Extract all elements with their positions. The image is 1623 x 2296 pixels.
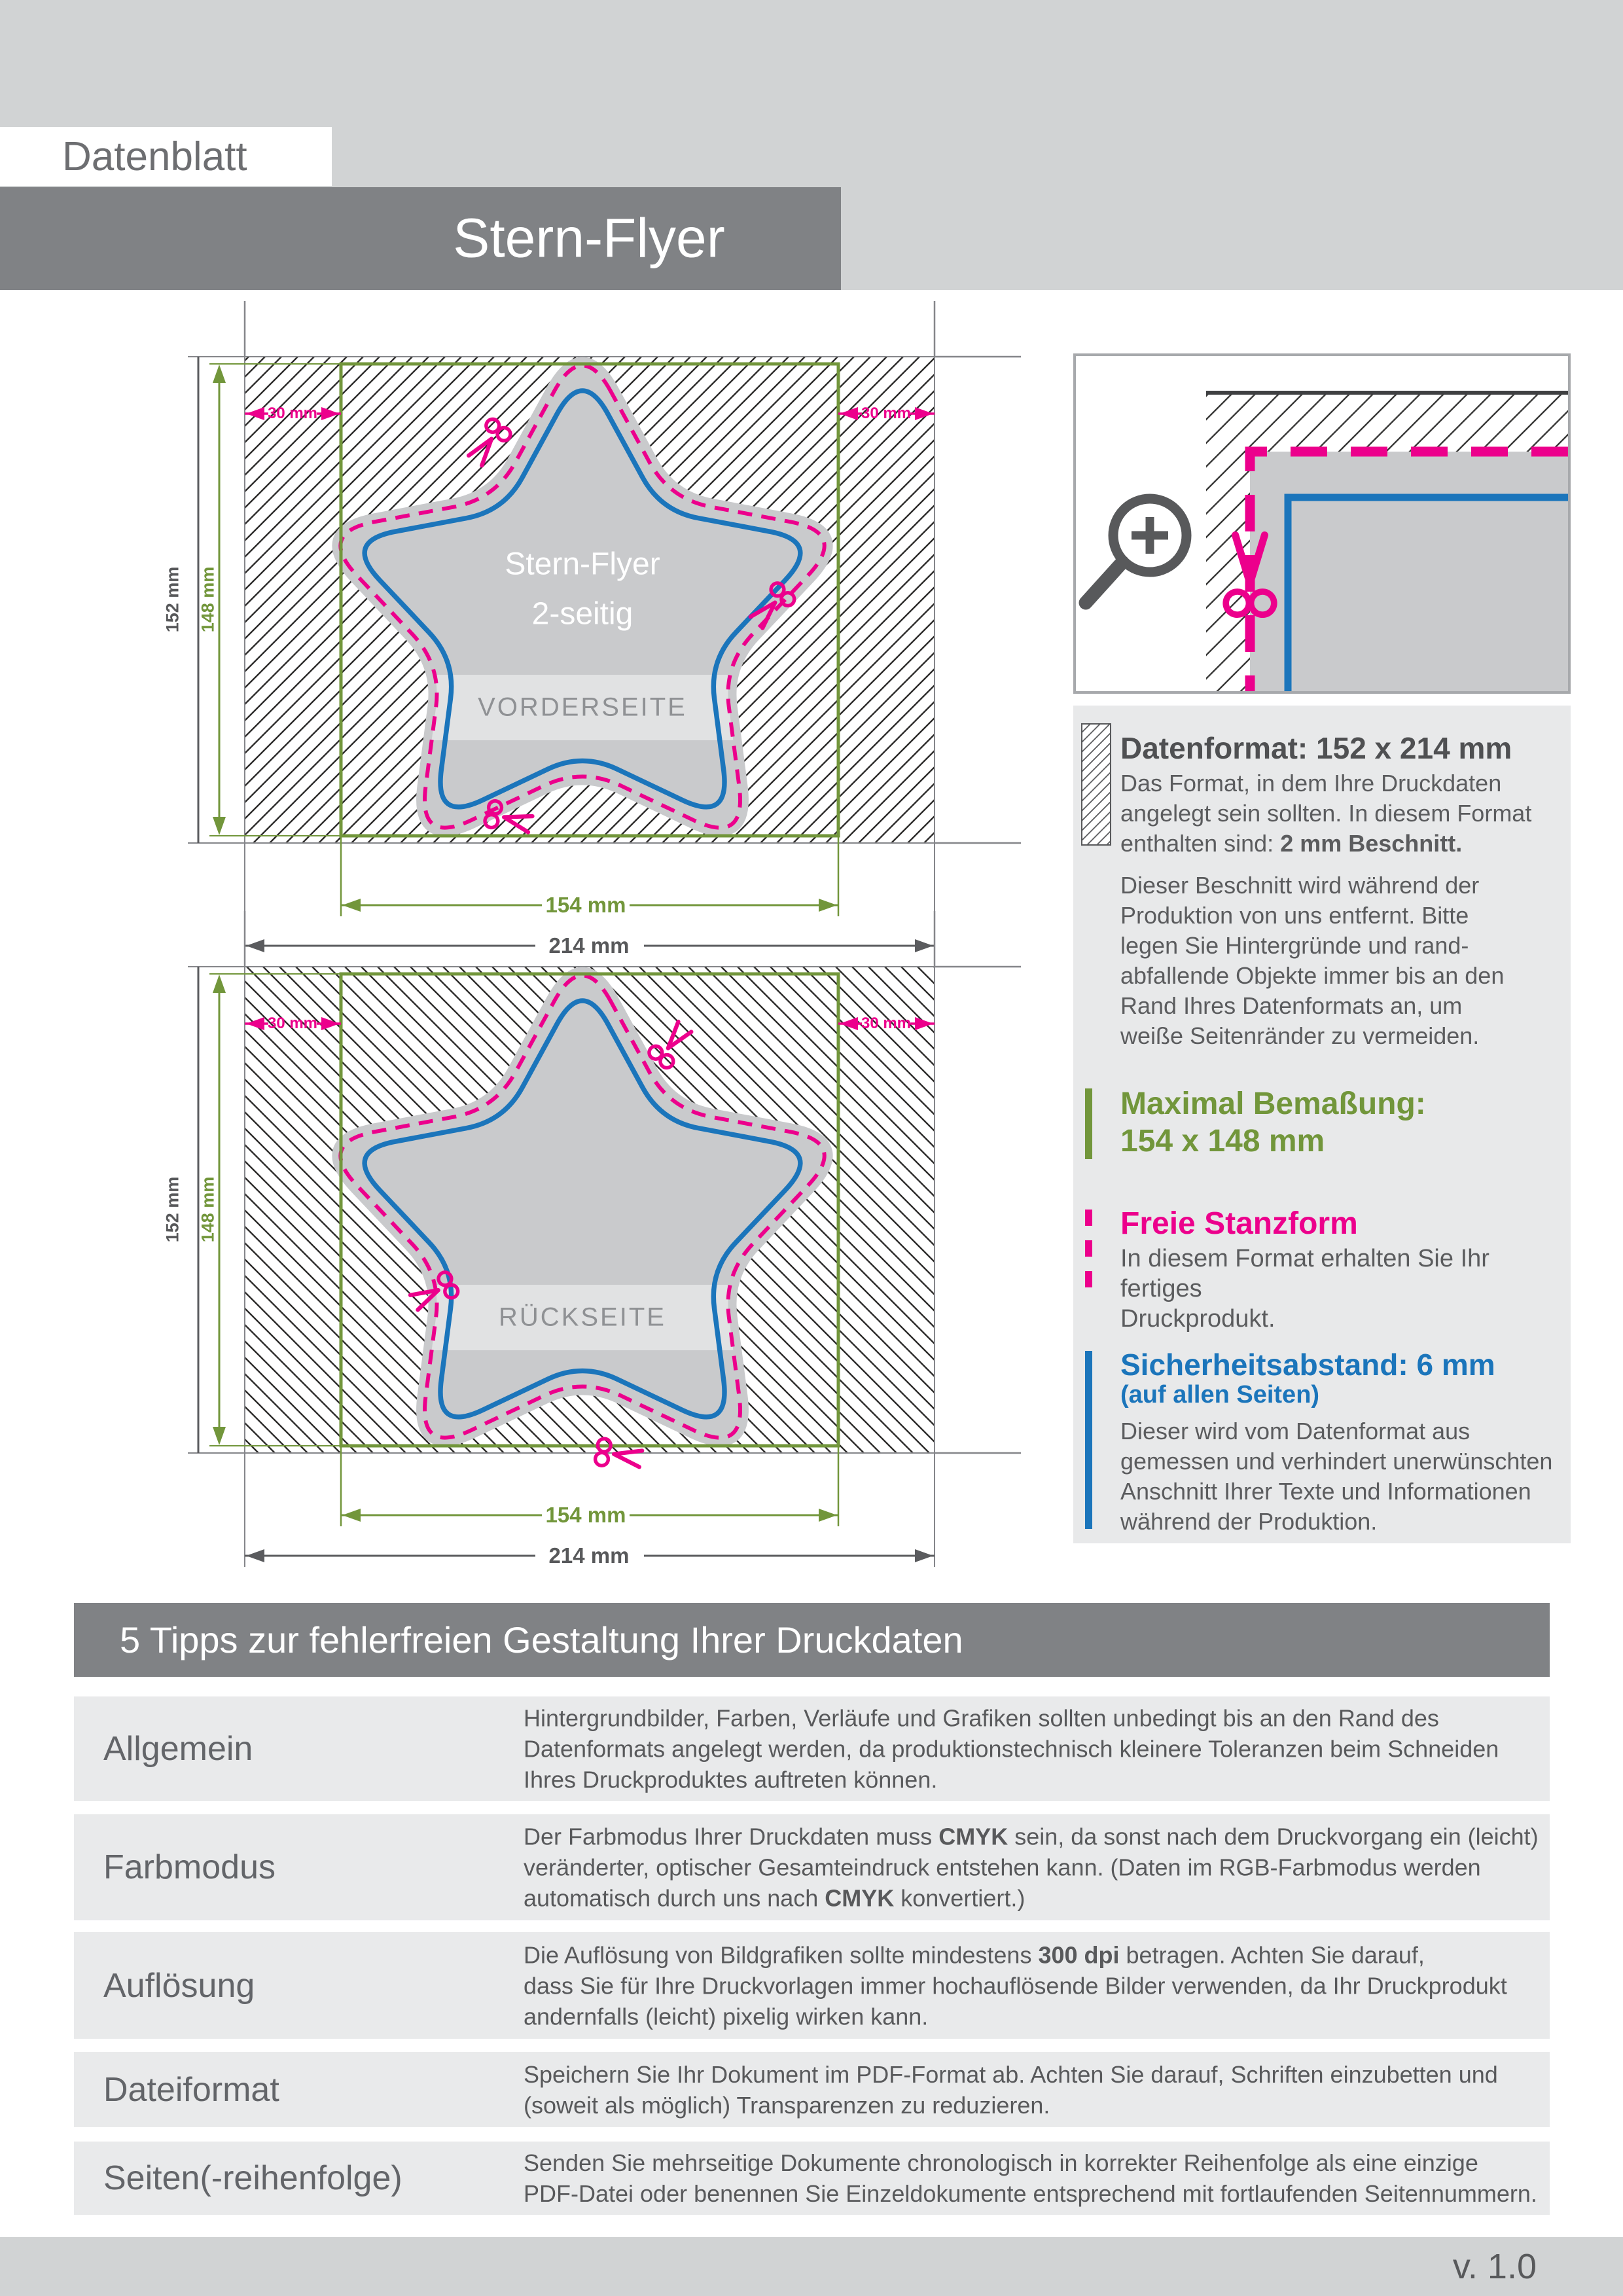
legend-safety-body: Dieser wird vom Datenformat aus gemessen und verhindert unerwünschten Anschnitt Ihrer Texte und Informationen während der Produktion. — [1120, 1418, 1553, 1535]
front-width-inner-dim: 154 mm — [545, 893, 626, 917]
tip-row-allgemein — [74, 1696, 1550, 1801]
max-size-bar-icon — [1085, 1088, 1092, 1159]
legend-dataformat-body: Das Format, in dem Ihre Druckdaten angelegt sein sollten. In diesem Format enthalten sind: 2 mm Beschnitt. — [1120, 770, 1532, 857]
safety-bar-icon — [1085, 1351, 1092, 1529]
tip-label: Farbmodus — [103, 1848, 276, 1886]
legend-diecut-title: Freie Stanzform — [1120, 1206, 1358, 1241]
die-cut-dash-icon — [1085, 1210, 1092, 1226]
tip-row-dateiformat — [74, 2052, 1550, 2127]
back-bleed-left-dim: 30 mm — [267, 1014, 318, 1032]
tip-row-seitenreihenfolge — [74, 2142, 1550, 2215]
front-bleed-left-dim: 30 mm — [267, 404, 318, 422]
legend-diecut-body: In diesem Format erhalten Sie Ihr fertiges Druckprodukt. — [1120, 1245, 1489, 1333]
tip-body: Speichern Sie Ihr Dokument im PDF-Format ab. Achten Sie darauf, Schriften einzubetten und (soweit als möglich) Transparenzen zu reduzieren. — [524, 2060, 1498, 2119]
tip-body: Der Farbmodus Ihrer Druckdaten muss CMYK sein, da sonst nach dem Druckvorgang ein (leicht) veränderter, optischer Gesamteindruck entstehen kann. (Daten im RGB-Farbmodus werden automatisch durch uns nach CMYK konvertiert.) — [524, 1823, 1539, 1912]
tip-body: Die Auflösung von Bildgrafiken sollte mindestens 300 dpi betragen. Achten Sie darauf, dass Sie für Ihre Druckvorlagen immer hochauflösende Bilder verwenden, da Ihr Druckprodukt andernfalls (leicht) pixelig wirken kann. — [524, 1941, 1507, 2030]
product-title: Stern-Flyer — [453, 207, 725, 269]
tip-row-aufloesung — [74, 1932, 1550, 2039]
front-height-outer-dim: 152 mm — [162, 566, 183, 633]
back-bleed-right-dim: 30 mm — [861, 1014, 912, 1032]
front-side-label: VORDERSEITE — [478, 692, 687, 722]
back-height-outer-dim: 152 mm — [162, 1176, 183, 1243]
legend-safety-subtitle: (auf allen Seiten) — [1120, 1381, 1320, 1408]
bleed-swatch-icon — [1081, 723, 1111, 846]
tips-header-text: 5 Tipps zur fehlerfreien Gestaltung Ihrer Druckdaten — [120, 1619, 963, 1660]
legend-dataformat-paragraph: Dieser Beschnitt wird während der Produktion von uns entfernt. Bitte legen Sie Hintergründe und rand- abfallende Objekte immer bis an den Rand Ihres Datenformats an, um weiße Seitenränder zu vermeiden. — [1120, 872, 1505, 1049]
legend-dataformat-title: Datenformat: 152 x 214 mm — [1120, 731, 1512, 765]
tip-row-farbmodus — [74, 1814, 1550, 1920]
tip-body: Hintergrundbilder, Farben, Verläufe und Grafiken sollten unbedingt bis an den Rand des Datenformats angelegt werden, da produktionstechnisch kleinere Toleranzen beim Schneiden Ihres Druckproduktes auftreten können. — [524, 1704, 1499, 1793]
tip-label: Dateiformat — [103, 2070, 279, 2109]
front-star-title-line1: Stern-Flyer — [505, 547, 660, 582]
legend-safety-title: Sicherheitsabstand: 6 mm — [1120, 1348, 1495, 1382]
footer-bar — [0, 2237, 1623, 2296]
corner-detail-drawing — [1086, 391, 1568, 691]
back-height-inner-dim: 148 mm — [198, 1176, 218, 1243]
legend-panel — [1073, 706, 1571, 1543]
tip-label: Seiten(-reihenfolge) — [103, 2159, 402, 2197]
sheet-label-text: Datenblatt — [62, 134, 247, 179]
die-cut-dash-icon — [1085, 1271, 1092, 1287]
version-label: v. 1.0 — [1452, 2247, 1537, 2286]
front-width-outer-dim: 214 mm — [548, 933, 630, 958]
front-bleed-right-dim: 30 mm — [861, 404, 912, 422]
magnifier-zoom-icon — [1086, 499, 1186, 603]
back-diagram — [188, 911, 1021, 1567]
back-width-inner-dim: 154 mm — [545, 1503, 626, 1527]
front-star-title-line2: 2-seitig — [531, 596, 633, 632]
back-side-label: RÜCKSEITE — [499, 1302, 666, 1332]
legend-maxsize-title: Maximal Bemaßung: 154 x 148 mm — [1120, 1086, 1426, 1158]
tip-label: Allgemein — [103, 1730, 253, 1768]
tip-body: Senden Sie mehrseitige Dokumente chronologisch in korrekter Reihenfolge als eine einzige PDF-Datei oder benennen Sie Einzeldokumente entsprechend mit fortlaufenden Seitennummern. — [524, 2149, 1537, 2207]
tips-header-bar — [74, 1603, 1550, 1677]
back-width-outer-dim: 214 mm — [548, 1543, 630, 1568]
tip-label: Auflösung — [103, 1966, 255, 2005]
front-height-inner-dim: 148 mm — [198, 566, 218, 633]
die-cut-dash-icon — [1085, 1240, 1092, 1257]
